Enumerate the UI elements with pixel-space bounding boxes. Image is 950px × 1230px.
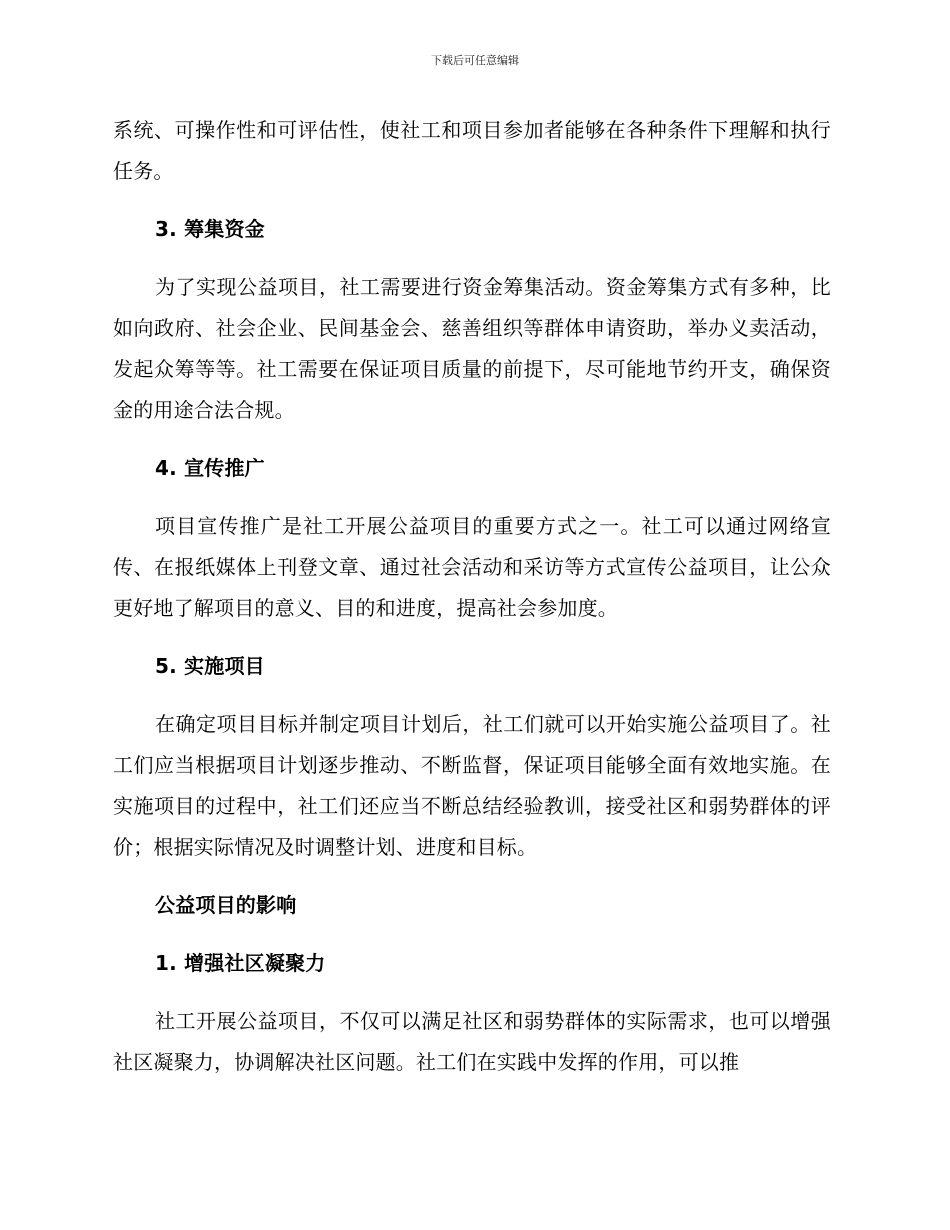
paragraph-fundraising: 为了实现公益项目，社工需要进行资金筹集活动。资金筹集方式有多种，比如向政府、社会企业、民间基金会、慈善组织等群体申请资助，举办义卖活动，发起众筹等等。社工需要在保证项目质量的前提下，尽可能地节约开支，确保资金的用途合法合规。 <box>113 275 831 422</box>
paragraph-promotion: 项目宣传推广是社工开展公益项目的重要方式之一。社工可以通过网络宣传、在报纸媒体上刊登文章、通过社会活动和采访等方式宣传公益项目，让公众更好地了解项目的意义、目的和进度，提高社会参加度。 <box>113 514 831 620</box>
document-body <box>113 110 831 1100</box>
section-heading-fundraising: 3. 筹集资金 <box>155 217 265 241</box>
page-header: 下载后可任意编辑 <box>431 54 519 67</box>
paragraph-continued: 系统、可操作性和可评估性，使社工和项目参加者能够在各种条件下理解和执行任务。 <box>113 118 831 183</box>
paragraph-cohesion: 社工开展公益项目，不仅可以满足社区和弱势群体的实际需求，也可以增强社区凝聚力，协调解决社区问题。社工们在实践中发挥的作用，可以推 <box>113 1009 831 1074</box>
section-heading-promotion: 4. 宣传推广 <box>155 456 265 480</box>
section-heading-cohesion: 1. 增强社区凝聚力 <box>155 951 326 975</box>
section-heading-impact: 公益项目的影响 <box>155 893 297 917</box>
section-heading-implementation: 5. 实施项目 <box>155 654 265 678</box>
paragraph-implementation: 在确定项目目标并制定项目计划后，社工们就可以开始实施公益项目了。社工们应当根据项目计划逐步推动、不断监督，保证项目能够全面有效地实施。在实施项目的过程中，社工们还应当不断总结经验教训，接受社区和弱势群体的评价；根据实际情况及时调整计划、进度和目标。 <box>113 712 831 859</box>
